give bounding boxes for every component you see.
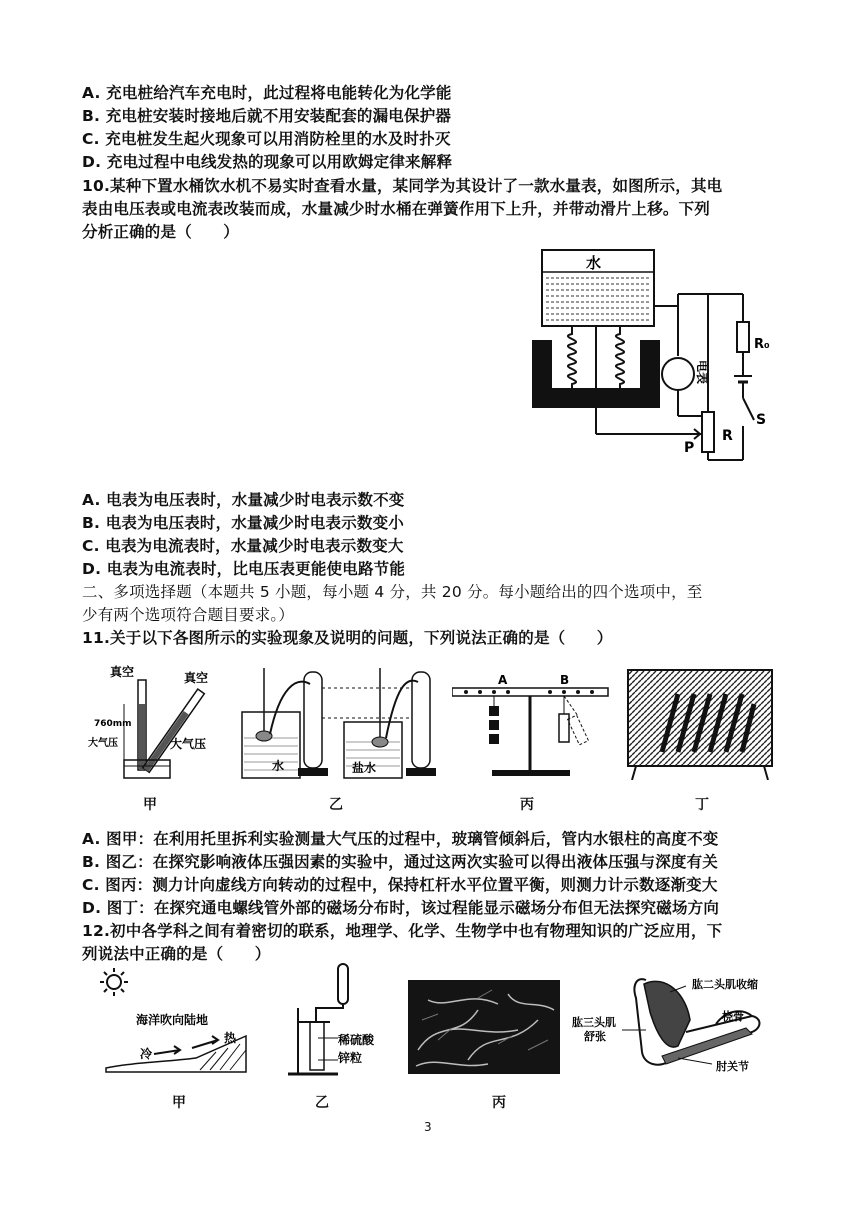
air-pressure-label-left: 大气压 [88, 738, 118, 749]
acid-label: 稀硫酸 [338, 1033, 375, 1047]
sun-icon [100, 968, 128, 996]
q11-option-d: D. 图丁：在探究通电螺线管外部的磁场分布时，该过程能显示磁场分布但无法探究磁场方向 [82, 899, 720, 917]
q11-fig-yi [240, 668, 440, 784]
q9-option-c: C. 充电桩发生起火现象可以用消防栓里的水及时扑灭 [82, 130, 451, 148]
q11-stem: 11.关于以下各图所示的实验现象及说明的问题，下列说法正确的是（ ） [82, 629, 613, 647]
q10-stem-line2: 表由电压表或电流表改装而成，水量减少时水桶在弹簧作用下上升，并带动滑片上移。下列 [82, 200, 711, 218]
q9-option-b: B. 充电桩安装时接地后就不用安装配套的漏电保护器 [82, 107, 452, 125]
q12-caption-yi: 乙 [315, 1095, 329, 1111]
cold-label: 冷 [140, 1047, 153, 1061]
vacuum-label-2: 真空 [184, 671, 209, 685]
s-label: S [756, 412, 767, 428]
page-number: 3 [424, 1120, 432, 1134]
hot-label: 热 [224, 1031, 237, 1045]
water-label: 水 [586, 254, 602, 272]
q11-option-a: A. 图甲：在利用托里拆利实验测量大气压的过程中，玻璃管倾斜后，管内水银柱的高度不变 [82, 830, 719, 848]
q10-stem-line1: 10.某种下置水桶饮水机不易实时查看水量，某同学为其设计了一款水量表，如图所示，其电 [82, 177, 723, 195]
q10-option-c: C. 电表为电流表时，水量减少时电表示数变大 [82, 537, 404, 555]
q11-fig-jia [84, 664, 224, 784]
q12-fig-ding [566, 972, 786, 1082]
q12-stem-line2: 列说法中正确的是（ ） [82, 945, 271, 963]
q9-option-d: D. 充电过程中电线发热的现象可以用欧姆定律来解释 [82, 153, 453, 171]
point-a-label: A [498, 674, 508, 687]
q12-fig-bing [408, 980, 560, 1074]
spring-left [568, 326, 576, 388]
q10-option-b: B. 电表为电压表时，水量减少时电表示数变小 [82, 514, 404, 532]
triceps-label-2: 舒张 [584, 1030, 606, 1043]
q12-fig-yi [282, 962, 402, 1080]
q12-caption-jia: 甲 [172, 1095, 186, 1111]
meter-icon [662, 358, 694, 390]
spring-right [616, 326, 624, 388]
sea-breeze-title: 海洋吹向陆地 [136, 1013, 209, 1027]
water-label: 水 [272, 759, 285, 773]
section2-heading-line2: 少有两个选项符合题目要求。） [82, 606, 295, 624]
q11-fig-ding [626, 668, 776, 780]
r0-label: R₀ [754, 337, 770, 352]
q11-fig-bing [452, 674, 612, 782]
q11-caption-bing: 丙 [520, 797, 534, 813]
switch-s [743, 398, 754, 420]
q10-stem-line3: 分析正确的是（ ） [82, 223, 240, 241]
section2-heading-line1: 二、多项选择题（本题共 5 小题，每小题 4 分，共 20 分。每小题给出的四个选项中，至 [82, 583, 703, 601]
resistor-r [702, 412, 714, 452]
q12-stem-line1: 12.初中各学科之间有着密切的联系，地理学、化学、生物学中也有物理知识的广泛应用，下 [82, 922, 723, 940]
q11-caption-ding: 丁 [695, 797, 709, 813]
zinc-label: 锌粒 [338, 1051, 363, 1065]
q11-option-b: B. 图乙：在探究影响液体压强因素的实验中，通过这两次实验可以得出液体压强与深度有关 [82, 853, 719, 871]
q12-caption-bing: 丙 [492, 1095, 506, 1111]
meter-label: 电表 [695, 360, 709, 385]
q9-option-a: A. 充电桩给汽车充电时，此过程将电能转化为化学能 [82, 84, 452, 102]
water-hatch [546, 278, 650, 320]
brine-label: 盐水 [352, 761, 377, 775]
elbow-label: 肘关节 [716, 1060, 749, 1073]
air-pressure-label-right: 大气压 [170, 737, 207, 751]
vacuum-label-1: 真空 [110, 665, 135, 679]
q11-caption-yi: 乙 [329, 797, 343, 813]
triceps-label-1: 肱三头肌 [572, 1016, 616, 1029]
resistor-r0 [737, 322, 749, 352]
q10-option-a: A. 电表为电压表时，水量减少时电表示数不变 [82, 491, 405, 509]
p-label: P [684, 440, 695, 456]
biceps-label: 肱二头肌收缩 [692, 978, 758, 991]
point-b-label: B [560, 674, 570, 687]
q11-option-c: C. 图丙：测力计向虚线方向转动的过程中，保持杠杆水平位置平衡，则测力计示数逐渐变大 [82, 876, 718, 894]
r-label: R [722, 428, 733, 444]
q10-circuit-figure [528, 248, 778, 470]
q10-option-d: D. 电表为电流表时，比电压表更能使电路节能 [82, 560, 406, 578]
q11-caption-jia: 甲 [143, 797, 157, 813]
radius-label: 桡骨 [722, 1010, 744, 1023]
mm-label: 760mm [94, 719, 132, 729]
q12-fig-jia [96, 966, 266, 1076]
